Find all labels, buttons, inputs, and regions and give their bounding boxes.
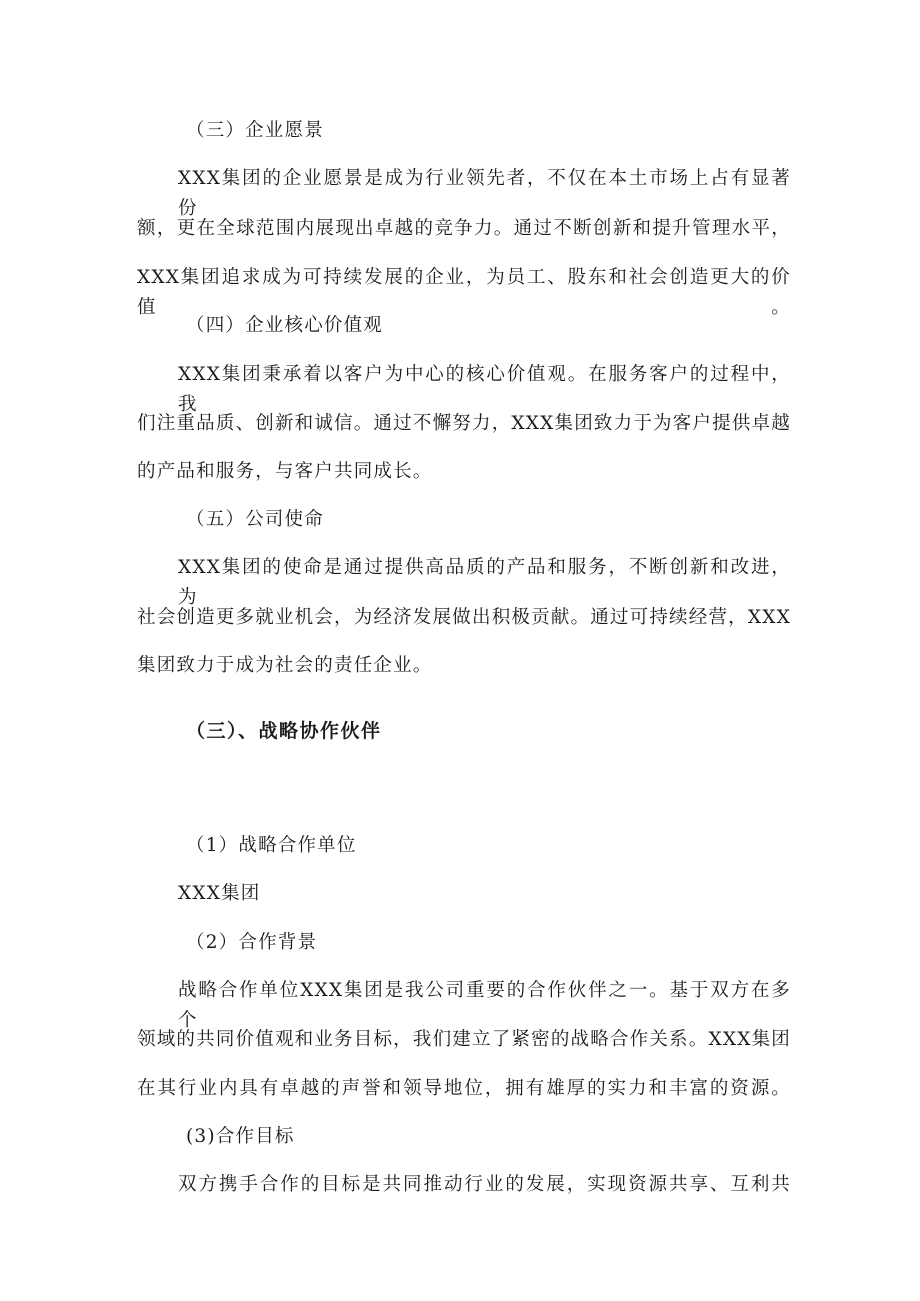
values-heading: （四）企业核心价值观 <box>186 315 384 336</box>
partner-unit-name: XXX集团 <box>178 883 261 904</box>
partner-background-line-1: 战略合作单位XXX集团是我公司重要的合作伙伴之一。基于双方在多个 <box>178 980 791 1031</box>
vision-paragraph-line-1: XXX集团的企业愿景是成为行业领先者，不仅在本土市场上占有显著份 <box>178 168 791 219</box>
partner-background-heading: （2）合作背景 <box>186 932 318 953</box>
vision-paragraph-line-3: XXX集团追求成为可持续发展的企业，为员工、股东和社会创造更大的价值。 <box>137 267 791 318</box>
mission-paragraph-line-1: XXX集团的使命是通过提供高品质的产品和服务，不断创新和改进，为 <box>178 557 791 608</box>
partner-background-line-2: 领域的共同价值观和业务目标，我们建立了紧密的战略合作关系。XXX集团 <box>137 1029 791 1050</box>
partner-goal-heading: (3)合作目标 <box>186 1126 295 1147</box>
values-paragraph-line-2: 们注重品质、创新和诚信。通过不懈努力，XXX集团致力于为客户提供卓越 <box>137 413 791 434</box>
mission-paragraph-line-2: 社会创造更多就业机会，为经济发展做出积极贡献。通过可持续经营，XXX <box>137 607 791 628</box>
partner-section-title: （三）、战略协作伙伴 <box>186 720 382 742</box>
partner-goal-line-1: 双方携手合作的目标是共同推动行业的发展，实现资源共享、互利共 <box>178 1174 791 1195</box>
mission-paragraph-line-3: 集团致力于成为社会的责任企业。 <box>137 655 433 676</box>
vision-heading: （三）企业愿景 <box>186 120 324 141</box>
partner-background-line-3: 在其行业内具有卓越的声誉和领导地位，拥有雄厚的实力和丰富的资源。 <box>137 1078 791 1099</box>
vision-paragraph-line-2: 额，更在全球范围内展现出卓越的竞争力。通过不断创新和提升管理水平， <box>137 218 791 239</box>
mission-heading: （五）公司使命 <box>186 509 324 530</box>
values-paragraph-line-3: 的产品和服务，与客户共同成长。 <box>137 461 433 482</box>
values-paragraph-line-1: XXX集团秉承着以客户为中心的核心价值观。在服务客户的过程中，我 <box>178 364 791 415</box>
partner-unit-heading: （1）战略合作单位 <box>186 835 357 856</box>
